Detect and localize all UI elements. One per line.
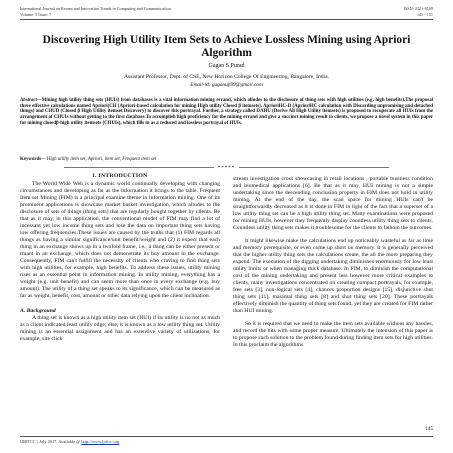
right-paragraph-1: stream investigation cross showcasing in retail locations , portable business condition and biomedical applications [6]. Be that as it may, HUI mining is not a simple undertaking since the descending conclusion property in FIM does not hold in utility mining. At the end of the day, the scan space for mining HUIs can't be straightforwardly decreased as it is done in FIM in light of the fact that a superset of a low utility thing set can be a high utility thing set. Many examinations were proposed for mining HUIs, however they frequently display countless utility thing sets to clients. Countless utility thing sets makes it troublesome for the clients to fathom the outcomes. — [233, 176, 433, 231]
abstract-label: Abstract — [20, 98, 37, 103]
keywords-label: Keywords — [20, 157, 42, 162]
abstract-text: —Mining high utility thing sets (HUIs) from databases is a vital information mining errand, which alludes to the disclosure of thing sets with high utilities (e.g. high benefits).The proposal three effective calculations named Apriori(CH (Apriori-based calculation for mining High utility Closed β itemsets), AprioriHC-D (AprioriHC calculation with Discarding unpromising and detached things) and CHUD (Closed β High Utility itemset Discovery) to discover this portrayal. Further, a strategy called DAHU (Derive All High Utility itemsets) is proposed to recuperate all HUIs from the arrangement of CHUIs without getting to the first database.To accomplish high proficiency for the mining errand and give a succinct mining result to clients, we propose a novel system in this paper for mining closedβ-high utility itemsets (CHUIs), which fills in as a reduced and lossless portrayal of HUIs. — [20, 98, 433, 126]
author-name: Gagan S Purad — [208, 63, 245, 69]
right-column — [233, 176, 433, 349]
keywords — [20, 157, 433, 162]
section-separator: ***** — [0, 166, 453, 171]
author-email: Email-id: gaganup99@gmail.com — [190, 82, 263, 88]
left-column — [20, 173, 220, 343]
intro-paragraph: The World Wide Web is a dynamic world continually developing with changing circumstances and developing as far as the information it brings to the table. Frequent Item set Mining (FIM) is a principal examine theme in information mining. One of its prominent applications is showcase market basket investigation, which alludes to the disclosure of sets of things (thing sets) that are regularly bought together by clients. Be that as it may, in this application, the conventional model of FIM may find a lot of incessant yet low income thing sets and lose the data on important thing sets having low offering frequencies.These issues are caused by the truths that (1) FIM regards all things as having a similar significance/unit benefit/weight and (2) it expect that each thing in an exchange shows up in a twofold frame, i.e., a thing can be either present or truant in an exchange, which does not demonstrate its buy amount in the exchange. Consequently, FIM can't fulfill the necessity of clients who craving to find thing sets with high utilities, for example, high benefits. To address these issues, utility mining rises as an essential point in information mining. In utility mining, everything has a weight (e.g. unit benefit) and can seem more than once in every exchange (e.g. buy amount). The utility of a thing set speaks to its significance, which can be measured as far as weight, benefit, cost, amount or other data relying upon the client inclination. — [20, 180, 220, 299]
right-paragraph-3: So it is required that we need to make the item sets available without any hassles, and record the hits with some proper measure. Ultimately the intension of this paper is to propose such solution to the problem found during finding item sets for high utilities. In this proclaim the algorithms — [233, 320, 433, 348]
section-title-introduction: I. INTRODUCTION — [92, 173, 148, 179]
journal-name: International Journal on Recent and Innovation Trends in Computing and Communication — [20, 6, 171, 11]
keywords-text: — High utility item set, Apriori, item set, Frequent item set — [41, 157, 157, 162]
page-range: 145 - 151 — [416, 12, 433, 17]
paper-title: Discovering High Utility Item Sets to Achieve Lossless Mining using Apriori Algorithm — [42, 34, 411, 59]
background-paragraph: A thing set is known as a high utility item set (HUI) if its utility is no not as much as a client indicated least utility edge; else, it is known as a low utility thing set. Utility mining is an essential assignment and has an extensive variety of utilizations, for example, site click — [20, 314, 220, 342]
author-affiliation: Assistant Professor, Dept. of CSE, New Horizon College Of Engineering, Bangalore, India. — [124, 74, 329, 80]
footer-rule — [20, 436, 433, 437]
journal-link[interactable]: http://www.ijritcc.org — [81, 439, 120, 444]
header-rule — [20, 19, 433, 20]
subsection-title-background: A. Background — [20, 307, 56, 314]
abstract — [20, 98, 433, 127]
footer-prefix: IJRITCC | July 2017, Available @ — [20, 439, 81, 444]
right-paragraph-2: It might likewise make the calculations end up noticeably wasteful as far as time and memory prerequisite, or even come up short on memory. It is generally perceived that the higher utility thing sets the calculations create, the all the more preparing they expend. The execution of the digging undertaking diminishes enormously for low least utility limits or when managing thick database. In FIM, to diminish the computational cost of the mining undertaking and present less however more critical examples to clients, many investigations concentrated on creating compact portrayals, for example, free sets [3], non-logical sets [4], chances proportion designs [15], disjunctive shut thing sets [11], maximal thing sets [8] and shut thing sets [20]. These portrayals effectively diminish the quantity of thing sets found, yet they are created for FIM rather than HUI mining. — [233, 237, 433, 314]
running-footer — [20, 439, 433, 444]
issn: ISSN: 2321-8169 — [403, 6, 433, 11]
page-number: 145 — [425, 427, 433, 432]
volume-issue: Volume: 5 Issue: 7 — [20, 12, 52, 17]
